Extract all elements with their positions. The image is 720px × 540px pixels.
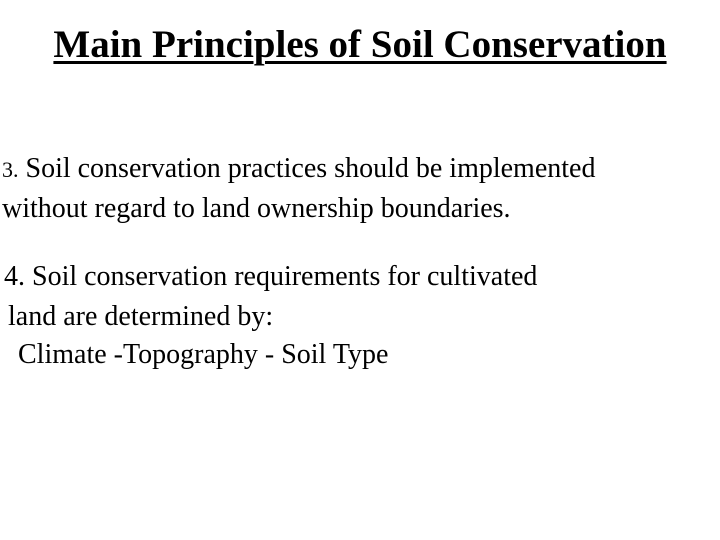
- point-3-line-2: without regard to land ownership boundaries.: [2, 193, 511, 224]
- point-4-factors: Climate -Topography - Soil Type: [18, 339, 389, 370]
- point-3-line-1: [2, 152, 595, 186]
- point-3-number: 3.: [2, 157, 19, 182]
- slide-title: Main Principles of Soil Conservation: [53, 23, 667, 66]
- point-4-line-1: 4. Soil conservation requirements for cultivated: [4, 261, 538, 292]
- point-4-line-2: land are determined by:: [8, 301, 274, 332]
- point-3-text: Soil conservation practices should be implemented: [25, 153, 596, 184]
